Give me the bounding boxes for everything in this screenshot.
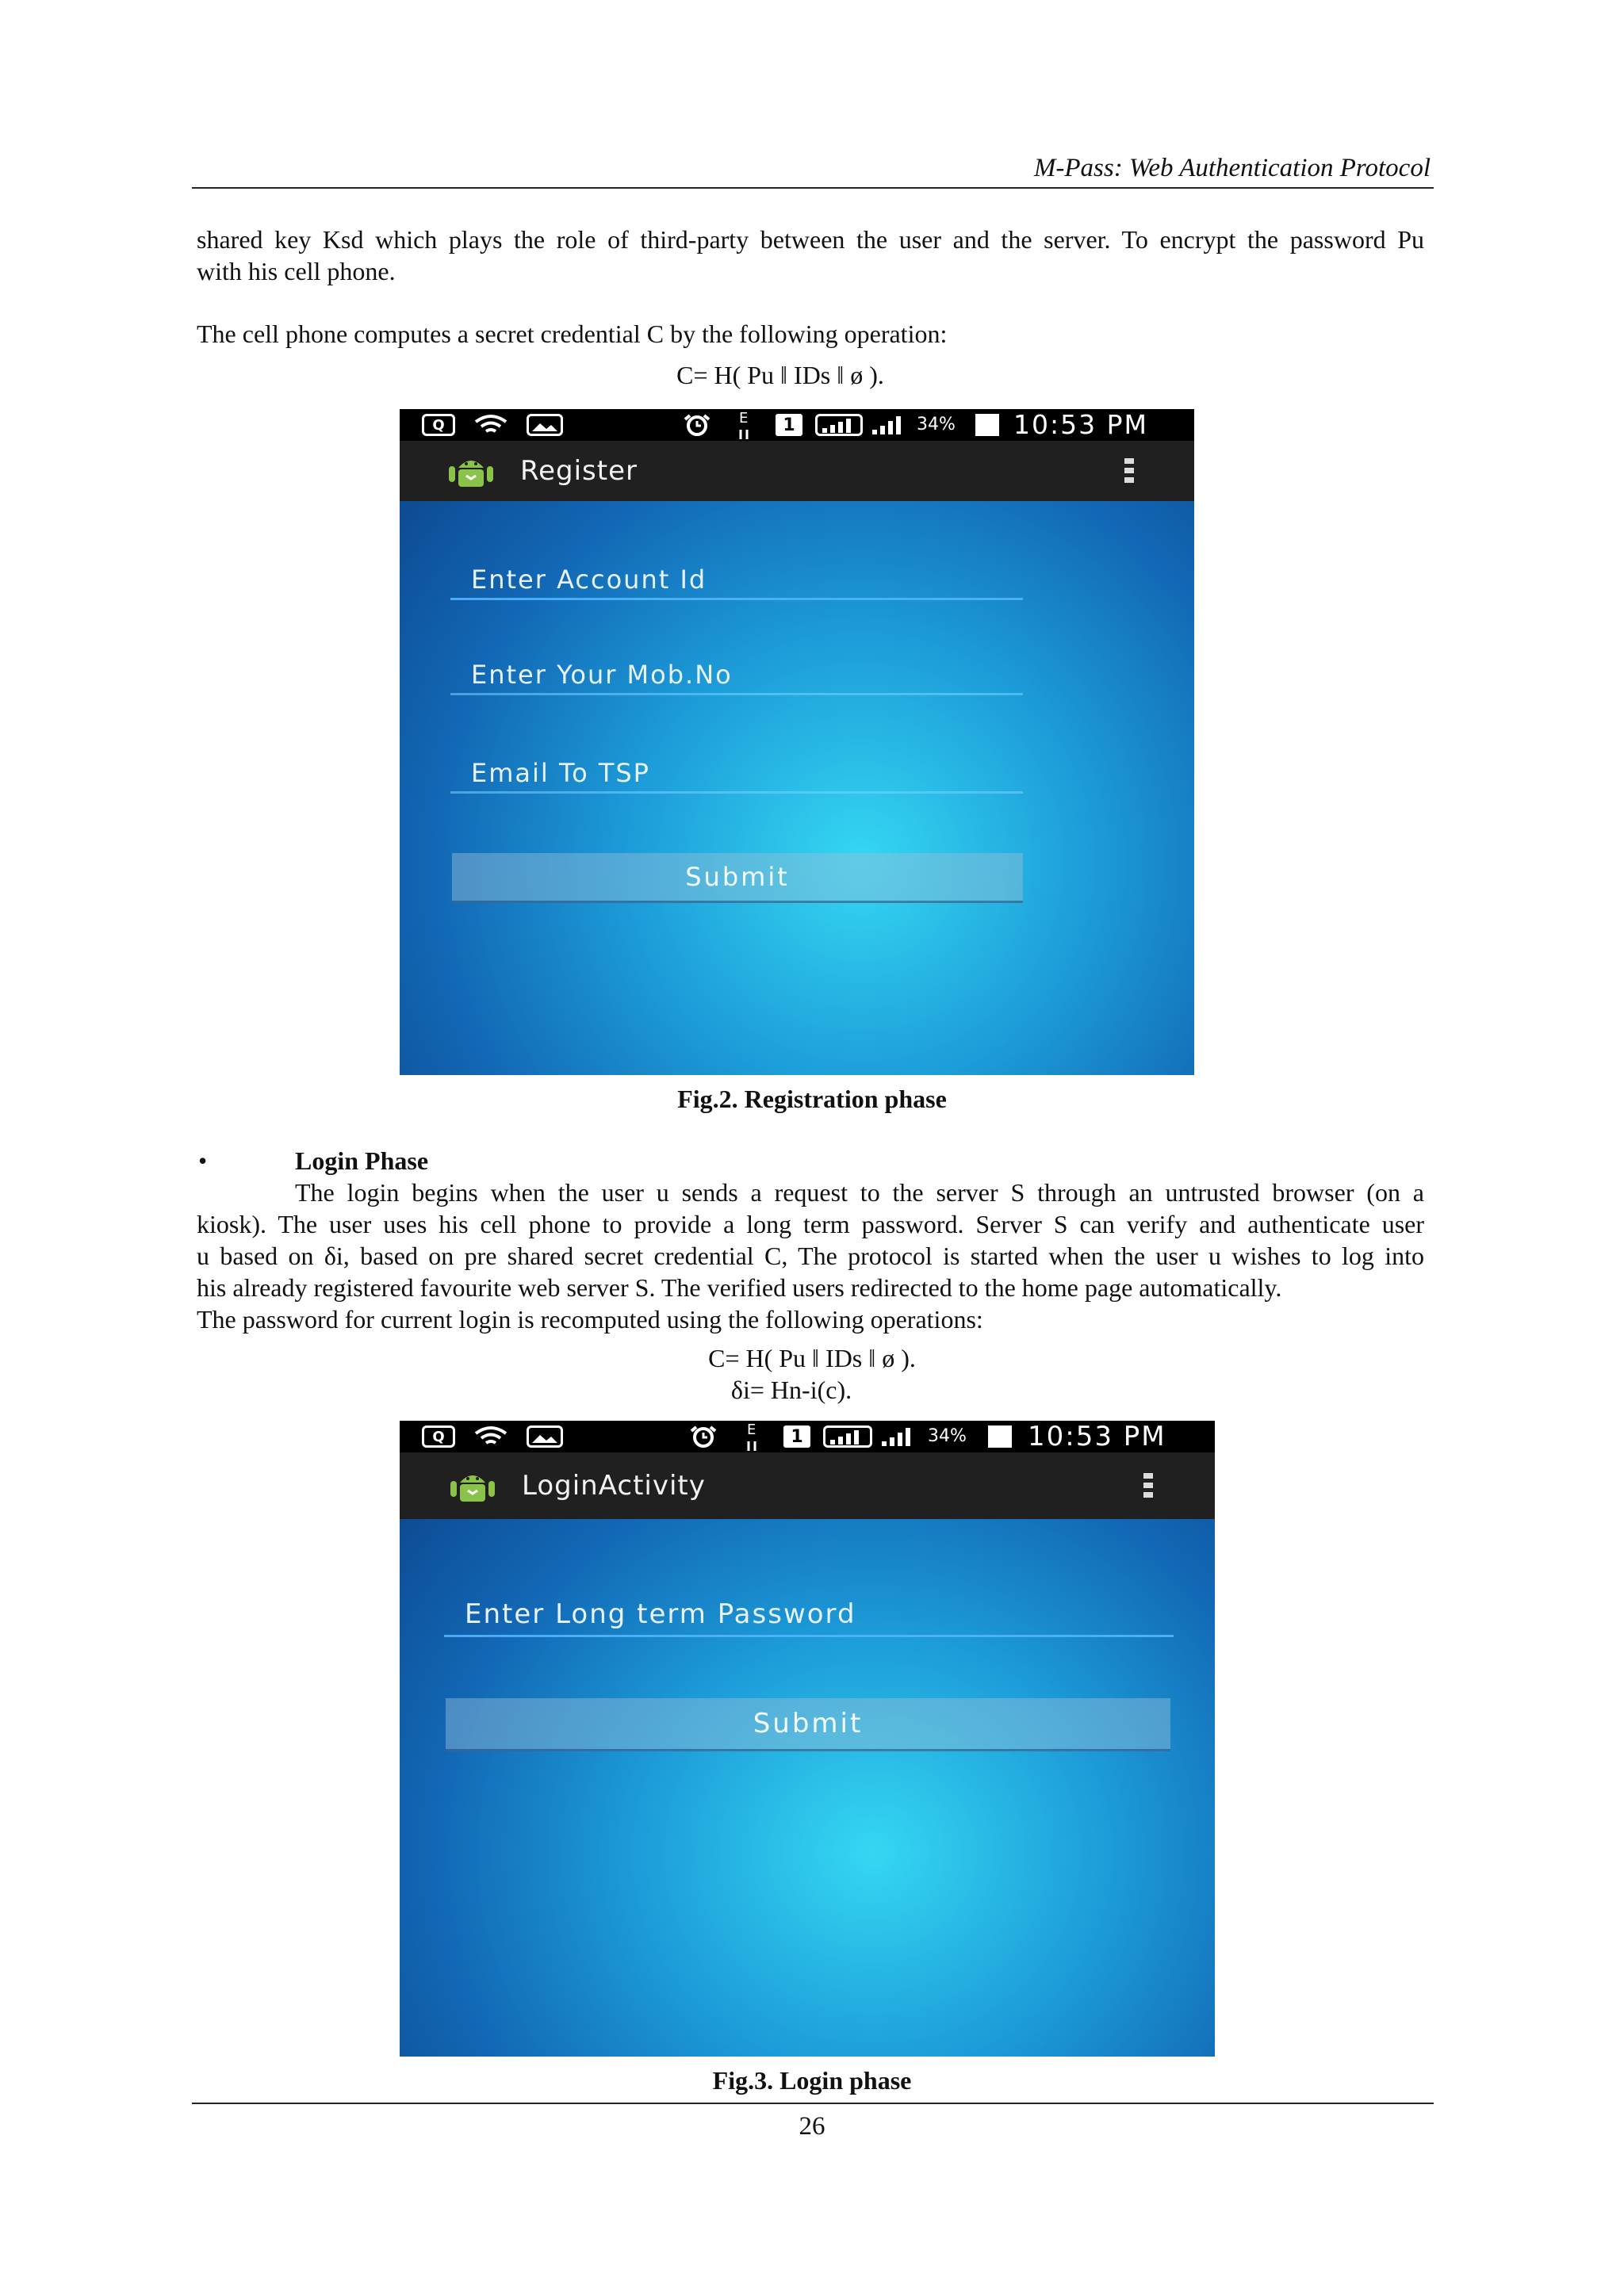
sim-slot-icon: 1 — [776, 414, 802, 436]
wifi-icon — [473, 1425, 509, 1448]
register-screenshot — [400, 409, 1194, 1075]
alarm-icon — [687, 1425, 720, 1448]
paragraph-shared-key — [197, 224, 1424, 287]
email-tsp-underline — [450, 791, 1023, 794]
android-logo-icon — [447, 455, 495, 488]
paragraph-line: his already registered favourite web server S. The verified users redirected to the home page automatically. — [197, 1273, 1282, 1302]
signal-strength-2-icon — [871, 414, 902, 436]
password-underline — [444, 1635, 1174, 1637]
section-heading: Login Phase — [295, 1146, 429, 1175]
mobile-number-field[interactable]: Enter Your Mob.No — [471, 660, 733, 690]
equation-credential-login: C= H( Pu ǁ IDs ǁ ø ). — [708, 1344, 916, 1372]
footer-rule — [192, 2103, 1434, 2104]
image-icon — [527, 1425, 563, 1448]
email-tsp-field[interactable]: Email To TSP — [471, 758, 650, 788]
equation-text: C= H( Pu ǁ IDs ǁ ø ). — [676, 361, 884, 389]
login-screenshot — [400, 1421, 1215, 2057]
equation-delta — [0, 1374, 1624, 1406]
equation-text: δi= Hn-i(c). — [730, 1376, 852, 1404]
account-id-underline — [450, 598, 1023, 600]
network-type-indicator: E — [739, 410, 749, 427]
running-header: M-Pass: Web Authentication Protocol — [1033, 154, 1431, 182]
mobile-number-underline — [450, 693, 1023, 695]
login-paragraph — [197, 1177, 1424, 1335]
network-type-indicator: E — [747, 1422, 756, 1438]
paragraph-line: The password for current login is recomputed using the following operations: — [197, 1305, 983, 1334]
fig2-caption: Fig.2. Registration phase — [677, 1085, 947, 1113]
paragraph-line — [197, 1177, 1424, 1208]
bullet: • — [198, 1146, 208, 1175]
battery-percent: 34% — [917, 415, 956, 434]
alarm-icon — [680, 414, 714, 436]
sim-slot-icon: 1 — [783, 1425, 810, 1448]
status-bar — [400, 1421, 1215, 1452]
android-logo-icon — [449, 1470, 496, 1503]
action-bar — [400, 1452, 1215, 1519]
paragraph-line: kiosk). The user uses his cell phone to provide a long term password. Server S can verify and authenticate user — [197, 1210, 1424, 1238]
wifi-icon — [473, 414, 509, 436]
battery-percent: 34% — [928, 1426, 967, 1446]
submit-button[interactable]: Submit — [446, 1698, 1170, 1751]
app-title: LoginActivity — [522, 1470, 706, 1502]
signal-strength-icon — [815, 414, 863, 436]
paragraph-line: shared key Ksd which plays the role of third-party between the user and the server. To encrypt the password Pu — [197, 225, 1424, 254]
status-bar — [400, 409, 1194, 441]
fig3-caption: Fig.3. Login phase — [712, 2066, 912, 2095]
paragraph-line: with his cell phone. — [197, 257, 396, 285]
long-term-password-field[interactable]: Enter Long term Password — [465, 1598, 856, 1630]
equation-credential — [0, 359, 1624, 391]
action-bar — [400, 441, 1194, 501]
submit-button[interactable]: Submit — [452, 853, 1023, 903]
battery-icon — [974, 414, 1001, 436]
clock: 10:53 PM — [1028, 1421, 1166, 1452]
q-app-icon: Q — [422, 1425, 455, 1448]
paragraph-line: u based on δi, based on pre shared secret credential C, The protocol is started when the user u wishes to log into — [197, 1242, 1424, 1270]
clock: 10:53 PM — [1013, 409, 1148, 440]
paragraph-text: The login begins when the user u sends a request to the server S through an untrusted browser (on a — [295, 1178, 1424, 1207]
page-number: 26 — [799, 2112, 825, 2141]
image-icon — [527, 414, 563, 436]
signal-strength-icon — [823, 1425, 872, 1448]
signal-strength-2-icon — [880, 1425, 912, 1448]
q-app-icon: Q — [422, 414, 455, 436]
battery-icon — [986, 1425, 1013, 1448]
paragraph-credential: The cell phone computes a secret credential C by the following operation: — [197, 320, 948, 348]
overflow-menu-icon[interactable] — [1124, 458, 1134, 483]
account-id-field[interactable]: Enter Account Id — [471, 564, 707, 595]
overflow-menu-icon[interactable] — [1143, 1473, 1153, 1498]
app-title: Register — [520, 455, 638, 487]
header-rule — [192, 187, 1434, 189]
